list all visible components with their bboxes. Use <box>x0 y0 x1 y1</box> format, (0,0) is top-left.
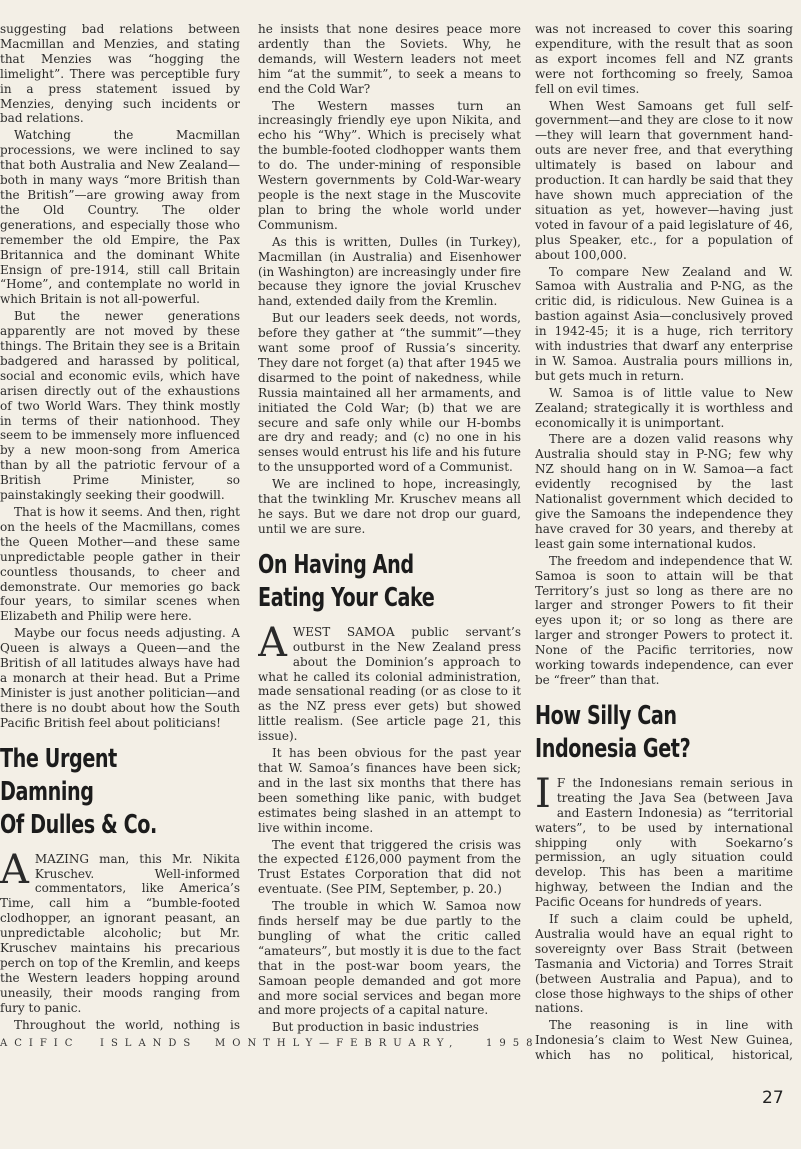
drop-cap: I <box>535 770 551 817</box>
article-headline: The Urgent Damning Of Dulles & Co. <box>0 743 157 840</box>
paragraph: he insists that none desires peace more ardently than the Soviets. Why, he demands, will Western leaders not meet him “at the summit”, to seek a means to end the Cold War? <box>258 22 521 96</box>
paragraph: It has been obvious for the past year that W. Samoa’s finances have been sick; and in the last six months that there has been something like panic, with budget estimates being slashed in an attempt to live within income. <box>258 746 521 835</box>
lead-text: WEST SAMOA public servant’s outburst in the New Zealand press about the Dominion’s approach to what he called its colonial administration, made sensational reading (or as close to it as the NZ press ever gets) but showed little realism. (See article page 21, this issue). <box>258 624 521 744</box>
paragraph: suggesting bad relations between Macmillan and Menzies, and stating that Menzies was “hogging the limelight”. There was perceptible fury in a press statement issued by Menzies, denying such incidents or bad relations. <box>0 22 240 126</box>
paragraph: As this is written, Dulles (in Turkey), Macmillan (in Australia) and Eisenhower (in Washington) are increasingly under fire because they ignore the jovial Kruschev hand, extended daily from the Kremlin. <box>258 234 521 309</box>
paragraph: We are inclined to hope, increasingly, that the twinkling Mr. Kruschev means all he says. But we dare not drop our guard, until we are sure. <box>258 477 521 536</box>
paragraph: But our leaders seek deeds, not words, before they gather at “the summit”—they want some proof of Russia’s sincerity. They dare not forget (a) that after 1945 we disarmed to the point of nakedness, while Russia maintained all her armaments, and initiated the Cold War; (b) that we are secure and safe only while our H-bombs are dry and ready; and (c) no one in his senses would entrust his life and his future to the unsupported word of a Communist. <box>258 311 521 475</box>
footer-year: 1958 <box>486 1038 540 1049</box>
page-number: 27 <box>762 1088 784 1108</box>
running-footer <box>0 1038 801 1058</box>
lead-paragraph <box>535 770 793 910</box>
paragraph: The Western masses turn an increasingly friendly eye upon Nikita, and echo his “Why”. Which is precisely what the bumble-footed clodhopper wants them to do. The under-mining of responsible Western governments by Cold-War-weary people is the next stage in the Muscovite plan to bring the whole world under Communism. <box>258 98 521 232</box>
paragraph: If such a claim could be upheld, Australia would have an equal right to sovereignty over Bass Strait (between Tasmania and Victoria) and Torres Strait (between Australia and Papua), and to close those highways to the ships of other nations. <box>535 912 793 1016</box>
footer-magazine-name-part: ACIFIC <box>0 1038 80 1049</box>
article-headline: How Silly Can Indonesia Get? <box>535 700 691 764</box>
paragraph: The reasoning is in line with Indonesia’s claim to West New Guinea, which has no political, historical, <box>535 1018 793 1062</box>
paragraph: The trouble in which W. Samoa now finds herself may be due partly to the bungling of what the critic called “amateurs”, but mostly it is due to the fact that in the post-war boom years, the Samoan people demanded and got more and more social services and began more and more projects of a capital nature. <box>258 899 521 1018</box>
column-3 <box>535 22 793 1062</box>
paragraph: The event that triggered the crisis was the expected £126,000 payment from the Trust Estates Corporation that did not eventuate. (See PIM, September, p. 20.) <box>258 837 521 897</box>
paragraph: Throughout the world, nothing is <box>14 1017 240 1032</box>
paragraph: But production in basic industries <box>272 1020 479 1035</box>
column-1 <box>0 22 240 1032</box>
footer-magazine-name-part: ISLANDS <box>100 1038 198 1049</box>
paragraph: To compare New Zealand and W. Samoa with Australia and P-NG, as the critic did, is ridiculous. New Guinea is a bastion against Asia—conclusively proved in 1942-45; it is a huge, rich territory with industries that dwarf any enterprise in W. Samoa. Australia pours millions in, but gets much in return. <box>535 264 793 383</box>
paragraph: When West Samoans get full self-government—and they are close to it now—they will learn that government hand-outs are never free, and that everything ultimately is based on labour and production. It can hardly be said that they have shown much appreciation of the situation as yet, however—having just voted in favour of a paid legislature of 46, plus Speaker, etc., for a population of about 100,000. <box>535 98 793 262</box>
paragraph: There are a dozen valid reasons why Australia should stay in P-NG; few why NZ should hang on in W. Samoa—a fact evidently recognised by the last Nationalist government which decided to give the Samoans the independence they have craved for 30 years, and thereby at least gain some international kudos. <box>535 432 793 551</box>
paragraph: That is how it seems. And then, right on the heels of the Macmillans, comes the Queen Mother—and these same unpredictable people gather in their countless thousands, to cheer and demonstrate. Our memories go back four years, to similar scenes when Elizabeth and Philip were here. <box>0 505 240 624</box>
drop-cap: A <box>258 619 287 666</box>
lead-text: MAZING man, this Mr. Nikita Kruschev. Well-informed commentators, like America’s Time, call him a “bumble-footed clodhopper, an ignorant peasant, an unpredictable alcoholic; but Mr. Kruschev maintains his precarious perch on top of the Kremlin, and keeps the Western leaders hopping around uneasily, their moods ranging from fury to panic. <box>0 851 240 1015</box>
article-headline: On Having And Eating Your Cake <box>258 549 435 613</box>
paragraph: was not increased to cover this soaring expenditure, with the result that as soon as export incomes fell and NZ grants were not forthcoming so freely, Samoa fell on evil times. <box>535 22 793 96</box>
paragraph: Watching the Macmillan processions, we were inclined to say that both Australia and New Zealand—both in many ways “more British than the British”—are growing away from the Old Country. The older generations, and especially those who remember the old Empire, the Pax Britannica and the dominant White Ensign of pre-1914, still call Britain “Home”, and contemplate no world in which Britain is not all-powerful. <box>0 128 240 307</box>
lead-paragraph <box>0 846 240 1016</box>
lead-paragraph <box>258 619 521 744</box>
column-2 <box>258 22 521 1062</box>
footer-issue-date: MONTHLY—FEBRUARY, <box>215 1038 460 1049</box>
paragraph: W. Samoa is of little value to New Zealand; strategically it is worthless and economically it is unimportant. <box>535 385 793 430</box>
paragraph: But the newer generations apparently are not moved by these things. The Britain they see is a Britain badgered and harassed by political, social and economic evils, which have arisen directly out of the exhaustions of two World Wars. They think mostly in terms of their nationhood. They seem to be immensely more influenced by a new moon-song from America than by all the patriotic fervour of a British Prime Minister, so painstakingly seeking their goodwill. <box>0 309 240 503</box>
drop-cap: A <box>0 846 29 893</box>
lead-text: F the Indonesians remain serious in treating the Java Sea (between Java and Eastern Indonesia) as “territorial waters”, to be used by international shipping only with Soekarno’s permission, an ugly situation could develop. This has been a maritime highway, between the Indian and the Pacific Oceans for hundreds of years. <box>535 775 793 910</box>
paragraph: The freedom and independence that W. Samoa is soon to attain will be that Territory’s just so long as there are no larger and stronger Powers to fit their eyes upon it; or so long as there are larger and stronger Powers to protect it. None of the Pacific territories, now working towards independence, can ever be “freer” than that. <box>535 553 793 687</box>
paragraph: Maybe our focus needs adjusting. A Queen is always a Queen—and the British of all latitudes always have had a monarch at their head. But a Prime Minister is just another politician—and there is no doubt about how the South Pacific British feel about politicians! <box>0 626 240 730</box>
